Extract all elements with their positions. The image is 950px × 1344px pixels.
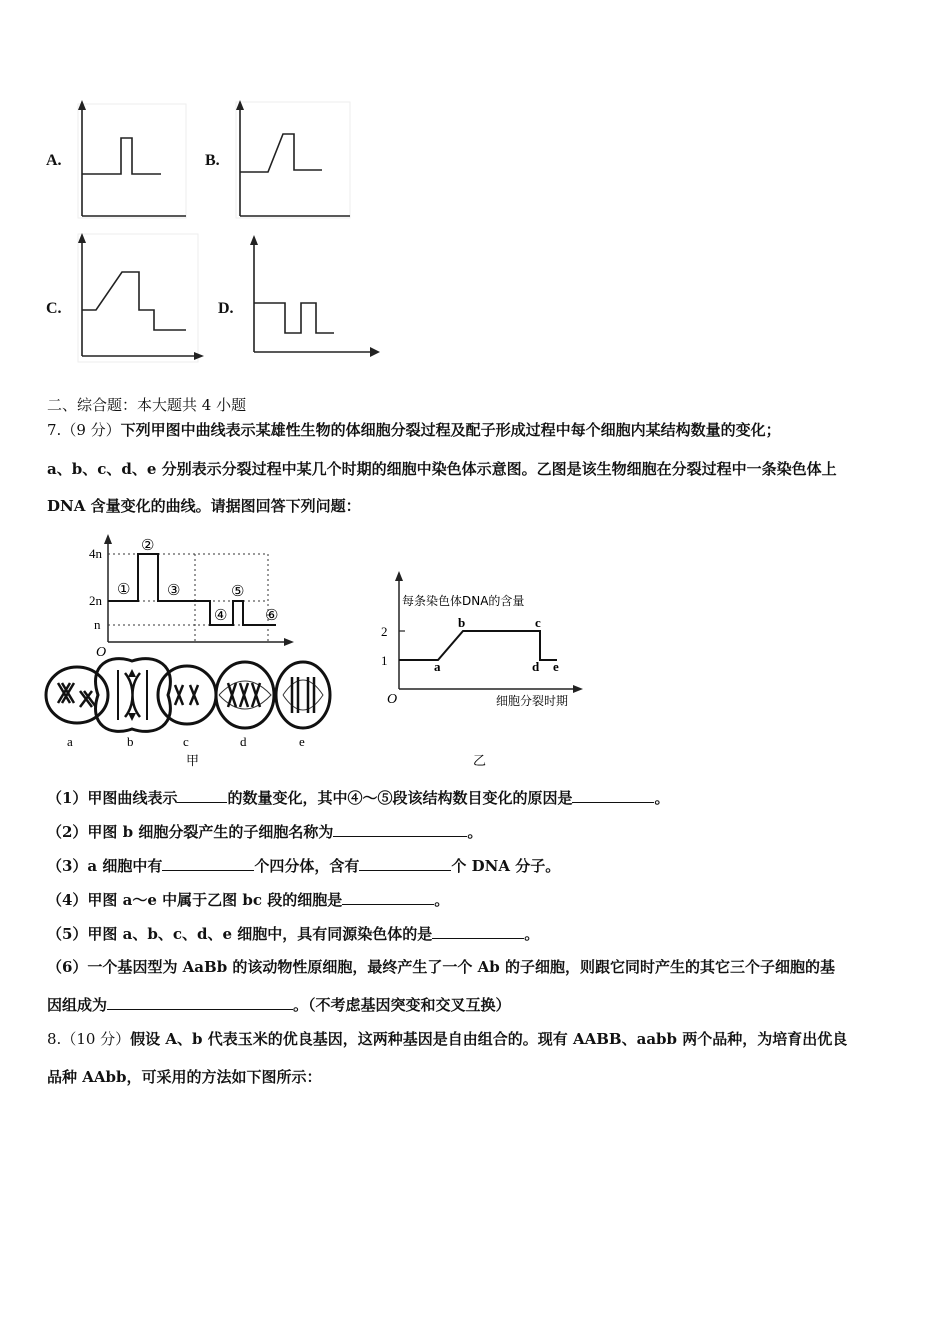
figure-jia-cells xyxy=(40,655,340,770)
q7-sub6-line2: 因组成为 。（不考虑基因突变和交叉互换） xyxy=(47,996,511,1014)
yi-point-b: b xyxy=(458,615,466,630)
yi-title: 每条染色体DNA的含量 xyxy=(402,594,525,608)
curve xyxy=(254,303,334,333)
answer-blank-4[interactable] xyxy=(342,889,434,905)
answer-blank-3a[interactable] xyxy=(162,855,254,871)
q7-sub2: （2）甲图 b 细胞分裂产生的子细胞名称为 。 xyxy=(47,823,483,841)
q8-score: （10 分） xyxy=(61,1030,131,1048)
q7-sub5: （5）甲图 a、b、c、d、e 细胞中，具有同源染色体的是 。 xyxy=(47,925,540,943)
caption-jia: 甲 xyxy=(186,754,200,769)
yi-point-a: a xyxy=(434,659,441,674)
curve xyxy=(82,138,161,174)
origin: O xyxy=(96,645,107,660)
yi-xlabel: 细胞分裂时期 xyxy=(496,694,569,708)
q7-line2: a、b、c、d、e 分别表示分裂过程中某几个时期的细胞中染色体示意图。乙图是该生物细胞在分裂过程中一条染色体上 xyxy=(47,460,837,478)
q8-line2: 品种 AAbb，可采用的方法如下图所示： xyxy=(47,1068,322,1086)
q7-text: 下列甲图中曲线表示某雄性生物的体细胞分裂过程及配子形成过程中每个细胞内某结构数量的变化； xyxy=(120,421,781,439)
seg-6: ⑥ xyxy=(265,608,279,624)
tick-n: n xyxy=(94,617,101,632)
figure-yi-chart xyxy=(375,565,590,770)
option-c-graph xyxy=(72,230,207,365)
seg-2: ② xyxy=(141,538,155,554)
answer-blank-3b[interactable] xyxy=(359,855,451,871)
q7-line1 xyxy=(47,420,781,440)
q8-number: 8. xyxy=(47,1030,62,1048)
option-a-graph xyxy=(72,98,192,223)
tick-2n: 2n xyxy=(89,593,102,608)
cell-label-c: c xyxy=(183,734,189,749)
option-d-graph xyxy=(244,230,384,360)
seg-3: ③ xyxy=(167,583,181,599)
q8-text: 假设 A、b 代表玉米的优良基因，这两种基因是自由组合的。现有 AABB、aabb 两个品种，为培育出优良 xyxy=(130,1030,848,1048)
cell-d xyxy=(216,662,274,728)
q7-sub3: （3）a 细胞中有 个四分体，含有 个 DNA 分子。 xyxy=(47,857,561,875)
option-c-label: C. xyxy=(46,300,62,317)
tick-4n: 4n xyxy=(89,546,102,561)
cell-label-b: b xyxy=(127,734,134,749)
q7-sub1: （1）甲图曲线表示 的数量变化，其中④～⑤段该结构数目变化的原因是 。 xyxy=(47,789,670,807)
yi-point-c: c xyxy=(535,615,541,630)
yi-tick-2: 2 xyxy=(381,624,388,639)
yi-curve xyxy=(399,631,557,660)
curve xyxy=(240,134,322,172)
figure-jia-chart xyxy=(80,530,300,660)
q7-number: 7. xyxy=(47,421,62,439)
jia-curve xyxy=(108,554,279,625)
seg-5: ⑤ xyxy=(231,584,245,600)
q7-line3: DNA 含量变化的曲线。请据图回答下列问题： xyxy=(47,497,361,515)
option-a-label: A. xyxy=(46,152,62,169)
option-d-label: D. xyxy=(218,300,234,317)
answer-blank-1a[interactable] xyxy=(177,787,227,803)
curve xyxy=(82,272,186,330)
caption-yi: 乙 xyxy=(473,754,487,769)
answer-blank-1b[interactable] xyxy=(572,787,654,803)
seg-4: ④ xyxy=(214,608,228,624)
answer-blank-2[interactable] xyxy=(333,821,467,837)
yi-origin: O xyxy=(387,692,398,707)
cell-label-e: e xyxy=(299,734,305,749)
yi-point-d: d xyxy=(532,659,540,674)
yi-point-e: e xyxy=(553,659,559,674)
yi-tick-1: 1 xyxy=(381,653,388,668)
cell-label-d: d xyxy=(240,734,247,749)
answer-blank-5[interactable] xyxy=(432,923,524,939)
seg-1: ① xyxy=(117,582,131,598)
q7-score: （9 分） xyxy=(61,421,121,439)
section-title: 二、综合题：本大题共 4 小题 xyxy=(47,396,247,414)
q8-line1 xyxy=(47,1029,847,1049)
answer-blank-6[interactable] xyxy=(107,994,293,1010)
cell-label-a: a xyxy=(67,734,73,749)
option-b-graph xyxy=(228,98,353,223)
option-b-label: B. xyxy=(205,152,220,169)
q7-sub6-line1: （6）一个基因型为 AaBb 的该动物性原细胞，最终产生了一个 Ab 的子细胞，则跟它同时产生的其它三个子细胞的基 xyxy=(47,958,835,976)
q7-sub4: （4）甲图 a～e 中属于乙图 bc 段的细胞是 。 xyxy=(47,891,450,909)
cell-e xyxy=(276,662,330,728)
